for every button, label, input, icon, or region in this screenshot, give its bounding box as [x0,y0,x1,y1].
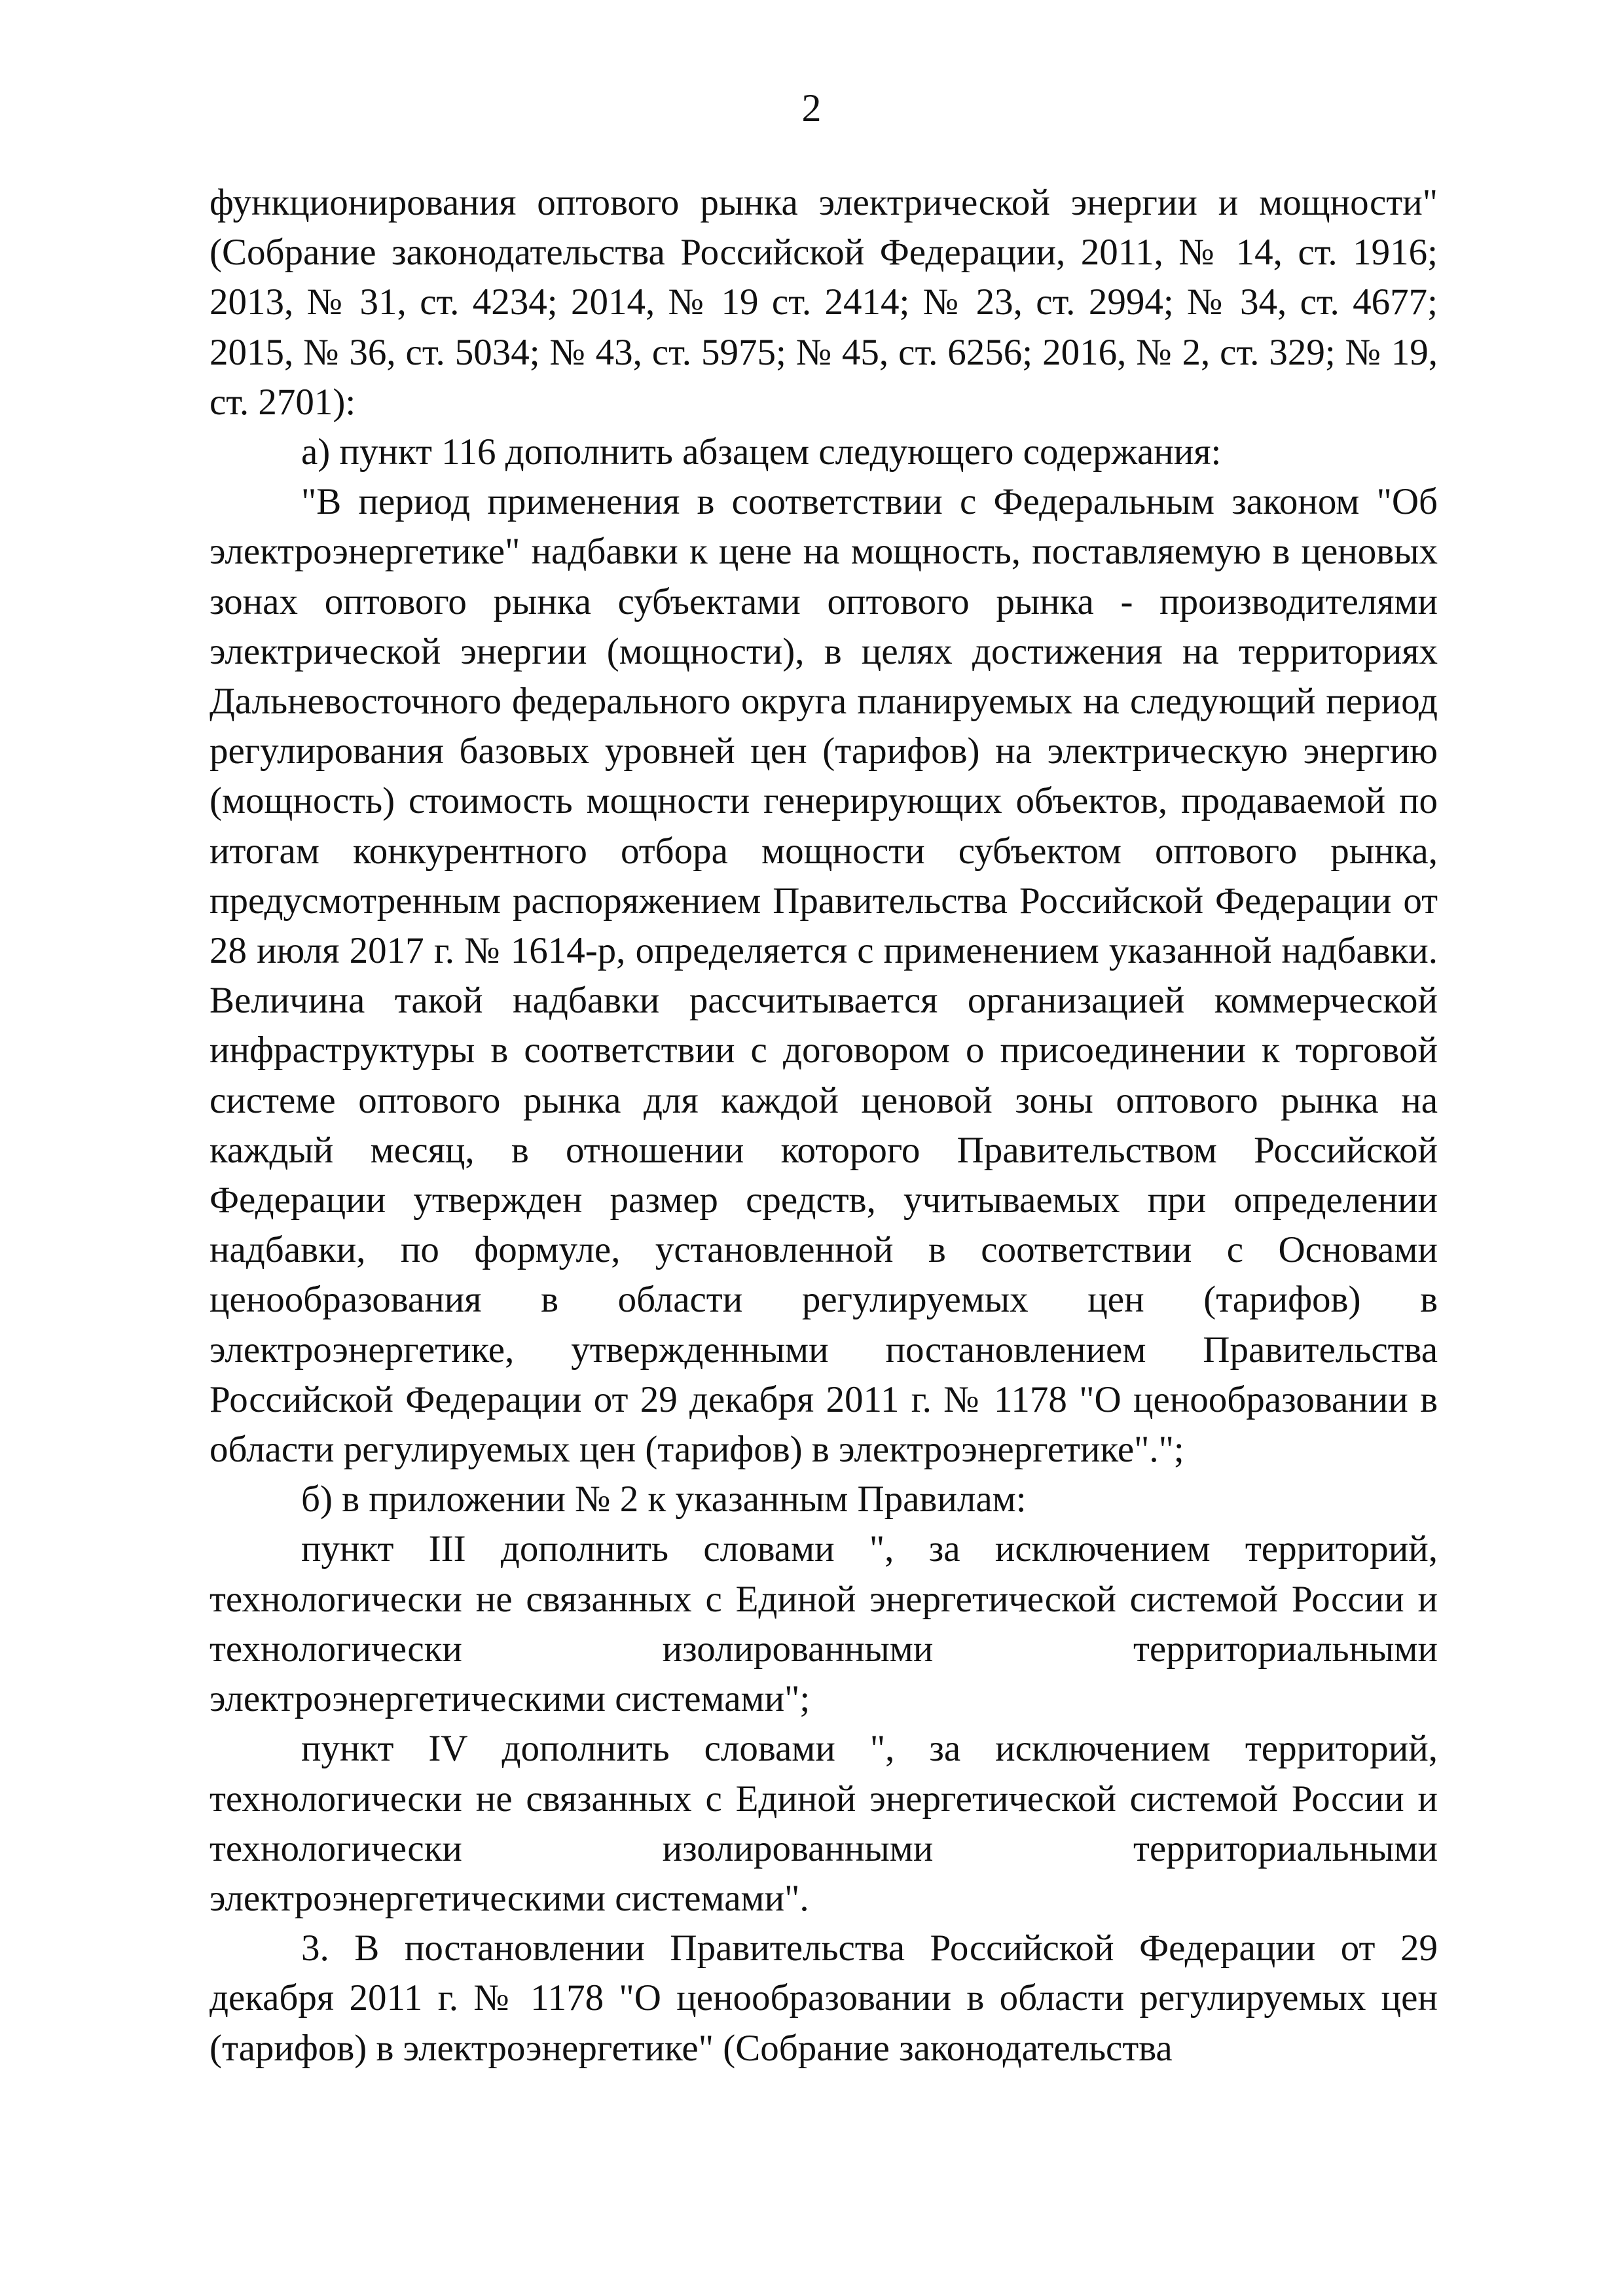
paragraph-section-3: 3. В постановлении Правительства Российской Федерации от 29 декабря 2011 г. № 1178 "О ценообразовании в области регулируемых цен (тарифов) в электроэнергетике" (Собрание законодательства [210,1928,1438,2069]
paragraph-point-iii: пункт III дополнить словами ", за исключением территорий, технологически не связанных с Единой энергетической системой России и технологически изолированными территориальными электроэнергетическими системами"; [210,1528,1438,1720]
paragraph-item-a: а) пункт 116 дополнить абзацем следующего содержания: [301,431,1222,473]
paragraph-item-b: б) в приложении № 2 к указанным Правилам: [301,1479,1027,1520]
paragraph-quoted-amendment: "В период применения в соответствии с Федеральным законом "Об электроэнергетике" надбавки к цене на мощность, поставляемую в ценовых зонах оптового рынка субъектами оптового рынка - производителями электрической энергии (мощности), в целях достижения на территориях Дальневосточного федерального округа планируемых на следующий период регулирования базовых уровней цен (тарифов) на электрическую энергию (мощность) стоимость мощности генерирующих объектов, продаваемой по итогам конкурентного отбора мощности субъектом оптового рынка, предусмотренным распоряжением Правительства Российской Федерации от 28 июля 2017 г. № 1614-р, определяется с применением указанной надбавки. Величина такой надбавки рассчитывается организацией коммерческой инфраструктуры в соответствии с договором о присоединении к торговой системе оптового рынка для каждой ценовой зоны оптового рынка на каждый месяц, в отношении которого Правительством Российской Федерации утвержден размер средств, учитываемых при определении надбавки, по формуле, установленной в соответствии с Основами ценообразования в области регулируемых цен (тарифов) в электроэнергетике, утвержденными постановлением Правительства Российской Федерации от 29 декабря 2011 г. № 1178 "О ценообразовании в области регулируемых цен (тарифов) в электроэнергетике"."; [210,481,1438,1471]
paragraph-continuation: функционирования оптового рынка электрической энергии и мощности" (Собрание законодательства Российской Федерации, 2011, № 14, ст. 1916; 2013, № 31, ст. 4234; 2014, № 19 ст. 2414; № 23, ст. 2994; № 34, ст. 4677; 2015, № 36, ст. 5034; № 43, ст. 5975; № 45, ст. 6256; 2016, № 2, ст. 329; № 19, ст. 2701): [210,182,1438,423]
paragraph-point-iv: пункт IV дополнить словами ", за исключением территорий, технологически не связанных с Единой энергетической системой России и технологически изолированными территориальными электроэнергетическими системами". [210,1728,1438,1919]
page-number: 2 [801,86,822,130]
document-body [210,178,1438,2073]
